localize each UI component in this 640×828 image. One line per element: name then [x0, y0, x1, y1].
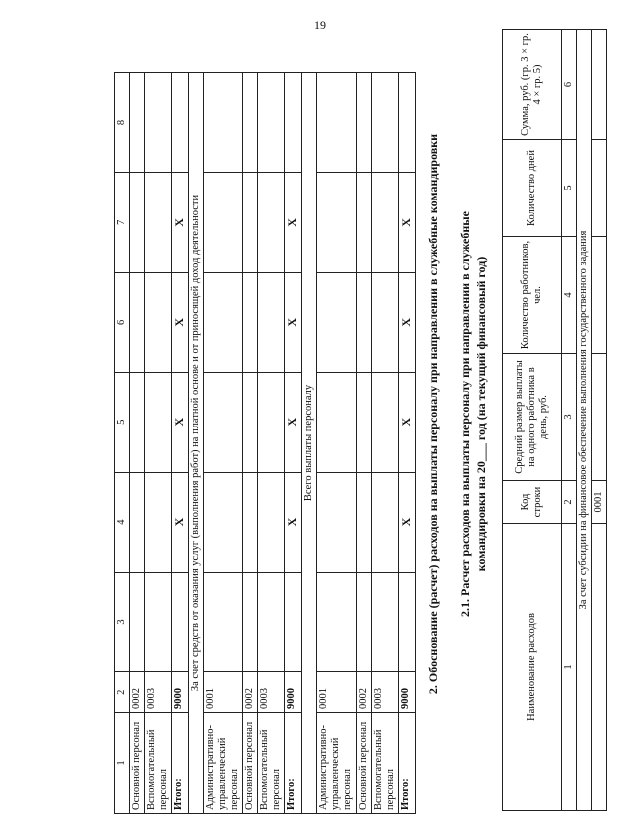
- column-number-row: [562, 30, 577, 811]
- value-cell: [317, 372, 356, 472]
- row-code: 9000: [172, 672, 189, 713]
- value-cell: [130, 472, 145, 572]
- section-title-row: [577, 30, 592, 811]
- value-cell: [356, 372, 371, 472]
- header-cell: Количество работников, чел.: [503, 237, 562, 354]
- value-cell: [243, 372, 258, 472]
- value-cell: [592, 30, 607, 140]
- value-cell: [592, 140, 607, 237]
- value-cell: [130, 572, 145, 672]
- value-cell: [258, 372, 285, 472]
- value-cell: [243, 572, 258, 672]
- staff-payments-table: [114, 72, 416, 814]
- column-number: 6: [562, 30, 577, 140]
- column-number: 4: [562, 237, 577, 354]
- row-code: 0001: [317, 672, 356, 713]
- row-name: Итого:: [398, 713, 415, 814]
- value-cell: [172, 572, 189, 672]
- table-header-row: [115, 73, 130, 814]
- total-row: [398, 73, 415, 814]
- table-row: [371, 73, 398, 814]
- row-code: 0001: [204, 672, 243, 713]
- value-cell: [243, 272, 258, 372]
- header-cell: 1: [115, 713, 130, 814]
- value-cell: [204, 73, 243, 173]
- value-cell: [258, 172, 285, 272]
- value-cell: [371, 73, 398, 173]
- value-cell: X: [398, 372, 415, 472]
- value-cell: [243, 73, 258, 173]
- row-name: Основной персонал: [356, 713, 371, 814]
- value-cell: [258, 272, 285, 372]
- row-name: Итого:: [172, 713, 189, 814]
- value-cell: [398, 73, 415, 173]
- subsection-heading: [458, 0, 489, 828]
- value-cell: X: [172, 372, 189, 472]
- header-cell: 3: [115, 572, 130, 672]
- value-cell: [145, 172, 172, 272]
- value-cell: [145, 73, 172, 173]
- row-name: Основной персонал: [130, 713, 145, 814]
- value-cell: [592, 237, 607, 354]
- row-code: 0002: [130, 672, 145, 713]
- value-cell: [317, 272, 356, 372]
- value-cell: [172, 73, 189, 173]
- table-row: [356, 73, 371, 814]
- total-row: [285, 73, 302, 814]
- value-cell: [356, 172, 371, 272]
- row-name: Вспомогательный персонал: [258, 713, 285, 814]
- value-cell: [145, 272, 172, 372]
- row-code: 0002: [356, 672, 371, 713]
- value-cell: [371, 472, 398, 572]
- value-cell: [356, 73, 371, 173]
- header-cell: Наименование расходов: [503, 524, 562, 811]
- value-cell: [371, 172, 398, 272]
- value-cell: [317, 572, 356, 672]
- row-code: 0003: [145, 672, 172, 713]
- header-cell: Код строки: [503, 481, 562, 524]
- value-cell: [398, 572, 415, 672]
- row-name: Административно-управленческий персонал: [317, 713, 356, 814]
- header-cell: 8: [115, 73, 130, 173]
- row-code: 9000: [285, 672, 302, 713]
- value-cell: [592, 354, 607, 481]
- value-cell: X: [285, 172, 302, 272]
- section-title-row: [189, 73, 204, 814]
- table-row: [258, 73, 285, 814]
- row-code: 0001: [592, 481, 607, 524]
- header-cell: 6: [115, 272, 130, 372]
- section-title: За счет средств от оказания услуг (выполнения работ) на платной основе и от приносящей доход деятельности: [189, 73, 204, 814]
- header-cell: Количество дней: [503, 140, 562, 237]
- header-cell: 7: [115, 172, 130, 272]
- column-number: 2: [562, 481, 577, 524]
- value-cell: X: [398, 172, 415, 272]
- row-code: 9000: [398, 672, 415, 713]
- value-cell: [356, 272, 371, 372]
- value-cell: X: [285, 272, 302, 372]
- row-code: 0003: [258, 672, 285, 713]
- page-number: 19: [314, 18, 326, 32]
- section-title: За счет субсидии на финансовое обеспечение выполнения государственного задания: [577, 30, 592, 811]
- header-cell: 2: [115, 672, 130, 713]
- table-row: [317, 73, 356, 814]
- value-cell: X: [172, 472, 189, 572]
- value-cell: [243, 172, 258, 272]
- row-name: Вспомогательный персонал: [371, 713, 398, 814]
- value-cell: X: [285, 372, 302, 472]
- header-cell: Сумма, руб. (гр. 3 × гр. 4 × гр. 5): [503, 30, 562, 140]
- value-cell: [356, 572, 371, 672]
- value-cell: [371, 372, 398, 472]
- value-cell: X: [172, 172, 189, 272]
- value-cell: [258, 472, 285, 572]
- value-cell: [204, 472, 243, 572]
- column-number: 5: [562, 140, 577, 237]
- value-cell: X: [398, 472, 415, 572]
- row-name: Итого:: [285, 713, 302, 814]
- value-cell: [145, 372, 172, 472]
- total-row: [172, 73, 189, 814]
- table-row: [592, 30, 607, 811]
- row-name: Вспомогательный персонал: [145, 713, 172, 814]
- section-title: Всего выплаты персоналу: [302, 73, 317, 814]
- value-cell: [317, 73, 356, 173]
- row-code: 0002: [243, 672, 258, 713]
- value-cell: [285, 73, 302, 173]
- section-heading: 2. Обоснование (расчет) расходов на выплаты персоналу при направлении в служебные командировки: [426, 133, 440, 695]
- value-cell: [130, 372, 145, 472]
- value-cell: [130, 73, 145, 173]
- table-row: [145, 73, 172, 814]
- value-cell: [317, 472, 356, 572]
- value-cell: [145, 572, 172, 672]
- value-cell: [592, 524, 607, 811]
- row-name: Основной персонал: [243, 713, 258, 814]
- table-row: [130, 73, 145, 814]
- header-cell: Средний размер выплаты на одного работника в день, руб.: [503, 354, 562, 481]
- section-title-row: [302, 73, 317, 814]
- value-cell: [258, 572, 285, 672]
- value-cell: [356, 472, 371, 572]
- value-cell: [204, 572, 243, 672]
- value-cell: [130, 172, 145, 272]
- value-cell: [371, 572, 398, 672]
- column-number: 1: [562, 524, 577, 811]
- value-cell: X: [172, 272, 189, 372]
- row-name: Административно-управленческий персонал: [204, 713, 243, 814]
- value-cell: [130, 272, 145, 372]
- value-cell: X: [398, 272, 415, 372]
- value-cell: [204, 372, 243, 472]
- value-cell: [317, 172, 356, 272]
- value-cell: [204, 272, 243, 372]
- table-row: [204, 73, 243, 814]
- value-cell: [204, 172, 243, 272]
- subsection-heading-line: командировки на 20___ год (на текущий финансовый год): [473, 256, 488, 572]
- table-row: [243, 73, 258, 814]
- header-cell: 5: [115, 372, 130, 472]
- header-cell: 4: [115, 472, 130, 572]
- value-cell: [371, 272, 398, 372]
- column-number: 3: [562, 354, 577, 481]
- table-header-row: [503, 30, 562, 811]
- value-cell: [258, 73, 285, 173]
- business-trip-table: [502, 29, 607, 811]
- value-cell: X: [285, 472, 302, 572]
- subsection-heading-line: 2.1. Расчет расходов на выплаты персоналу при направлении в служебные: [458, 211, 472, 617]
- row-code: 0003: [371, 672, 398, 713]
- value-cell: [285, 572, 302, 672]
- value-cell: [145, 472, 172, 572]
- value-cell: [243, 472, 258, 572]
